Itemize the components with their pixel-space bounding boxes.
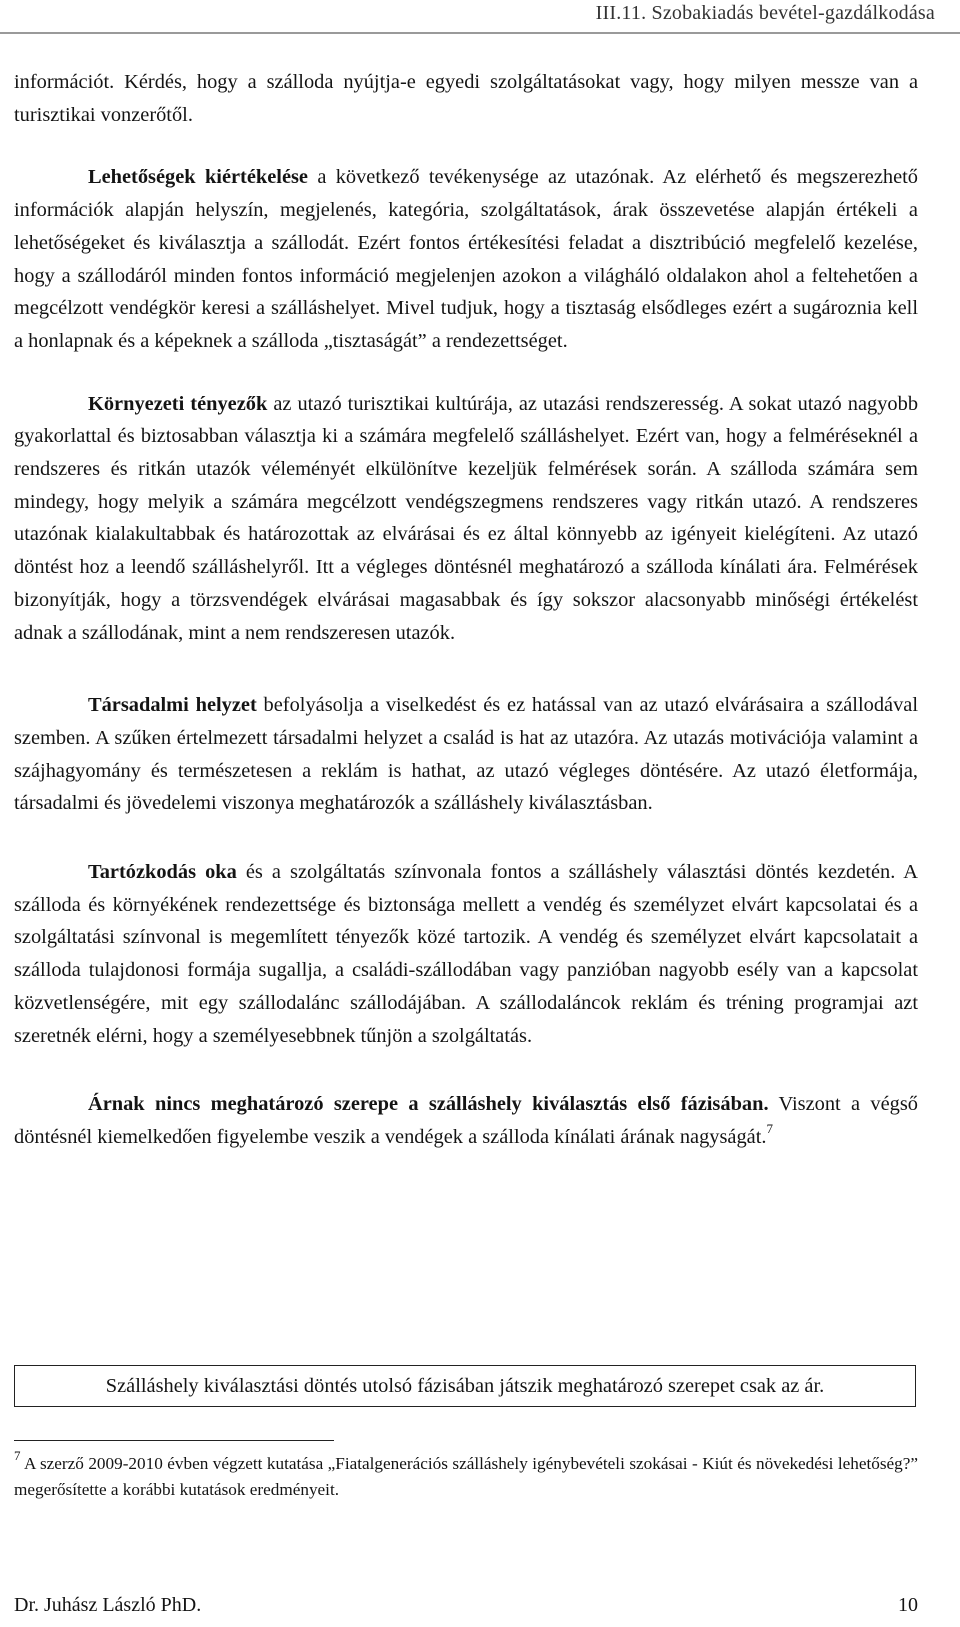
paragraph-2-heading: Lehetőségek kiértékelése [88,166,308,189]
paragraph-5-heading: Tartózkodás oka [88,861,237,884]
body-text [14,66,918,1154]
paragraph-3-heading: Környezeti tényezők [88,392,268,415]
footnote-number: 7 [14,1448,21,1464]
paragraph-4 [14,689,918,820]
paragraph-3-text: az utazó turisztikai kultúrája, az utazási rendszeresség. A sokat utazó nagyobb gyakorlattal és biztosabban választja ki a számára megfelelő szálláshelyet. Ezért van, hogy a felméréseknél a rendszeres és ritkán utazók véleményét elkülönítve kezeljük felmérések során. A szálloda számára sem mindegy, hogy melyik a számára megcélzott vendégszegmens rendszeres vagy ritkán utazó. A rendszeres utazónak kialakultabbak és határozottak az elvárásai és ez által könnyebb az igényeit kielégíteni. Az utazó döntést hoz a leendő szálláshelyről. Itt a végleges döntésnél meghatározó a szálloda kínálati ára. Felmérések bizonyítják, hogy a törzsvendégek elvárásai magasabbak és így sokszor alacsonyabb minőségi értékelést adnak a szállodának, mint a nem rendszeresen utazók. [14,392,919,644]
footnote [14,1448,918,1503]
paragraph-4-text: befolyásolja a viselkedést és ez hatással van az utazó elvárásaira a szállodával szemben. A szűken értelmezett társadalmi helyzet a család is hat az utazóra. Az utazás motivációja valamint a szájhagyomány és természetesen a reklám is hathat, az utazó végleges döntésére. Az utazó életformája, társadalmi és jövedelemi viszonya meghatározók a szálláshely kiválasztásban. [14,694,918,815]
header-rule [0,32,960,34]
paragraph-3 [14,388,918,650]
page-number: 10 [898,1594,918,1616]
running-header: III.11. Szobakiadás bevétel-gazdálkodása [595,2,935,24]
paragraph-1: információt. Kérdés, hogy a szálloda nyújtja-e egyedi szolgáltatásokat vagy, hogy milyen messze van a turisztikai vonzerőtől. [14,71,918,126]
footer-author: Dr. Juhász László PhD. [14,1594,202,1616]
footnote-rule [14,1440,334,1441]
paragraph-2-text: a következő tevékenysége az utazónak. Az elérhető és megszerezhető információk alapján helyszín, megjelenés, kategória, szolgáltatások, árak összevetése alapján értékeli a lehetőségeket és kiválasztja a szállodát. Ezért fontos értékesítési feladat a disztribúció megfelelő kezelése, hogy a szállodáról minden fontos információ megjelenjen azokon a világháló oldalakon ahol a feltehetően a megcélzott vendégkör keresi a szálláshelyet. Mivel tudjuk, hogy a tisztaság elsődleges ezért a sugároznia kell a honlapnak és a képeknek a szálloda „tisztaságát” a rendezettséget. [14,166,918,352]
footnote-reference[interactable]: 7 [766,1121,773,1137]
summary-box: Szálláshely kiválasztási döntés utolsó fázisában játszik meghatározó szerepet csak az ár. [14,1365,916,1407]
paragraph-4-heading: Társadalmi helyzet [88,694,257,717]
paragraph-2 [14,161,918,357]
paragraph-6-heading: Árnak nincs meghatározó szerepe a szálláshely kiválasztás első fázisában. [88,1093,769,1116]
footnote-text: A szerző 2009-2010 évben végzett kutatása „Fiatalgenerációs szálláshely igénybevételi szokásai - Kiút és növekedési lehetőség?” megerősítette a korábbi kutatások eredményeit. [14,1454,918,1499]
paragraph-6 [14,1088,918,1153]
paragraph-5 [14,856,918,1052]
paragraph-6-text: Viszont a végső döntésnél kiemelkedően figyelembe veszik a vendégek a szálloda kínálati árának nagyságát. [14,1093,918,1148]
paragraph-5-text: és a szolgáltatás színvonala fontos a szálláshely választási döntés kezdetén. A szálloda és környékének rendezettsége és biztonsága mellett a vendég és személyzet elvárt kapcsolatai és a szolgáltatási színvonal is megemlített tényezők közé tartozik. A vendég és személyzet elvárt kapcsolatait a szálloda tulajdonosi formája sugallja, a családi-szállodában vagy panzióban nagyobb esély van a kapcsolat közvetlenségére, mit egy szállodalánc szállodájában. A szállodaláncok reklám és tréning programjai azt szeretnék elérni, hogy a személyesebbnek tűnjön a szolgáltatás. [14,861,918,1047]
